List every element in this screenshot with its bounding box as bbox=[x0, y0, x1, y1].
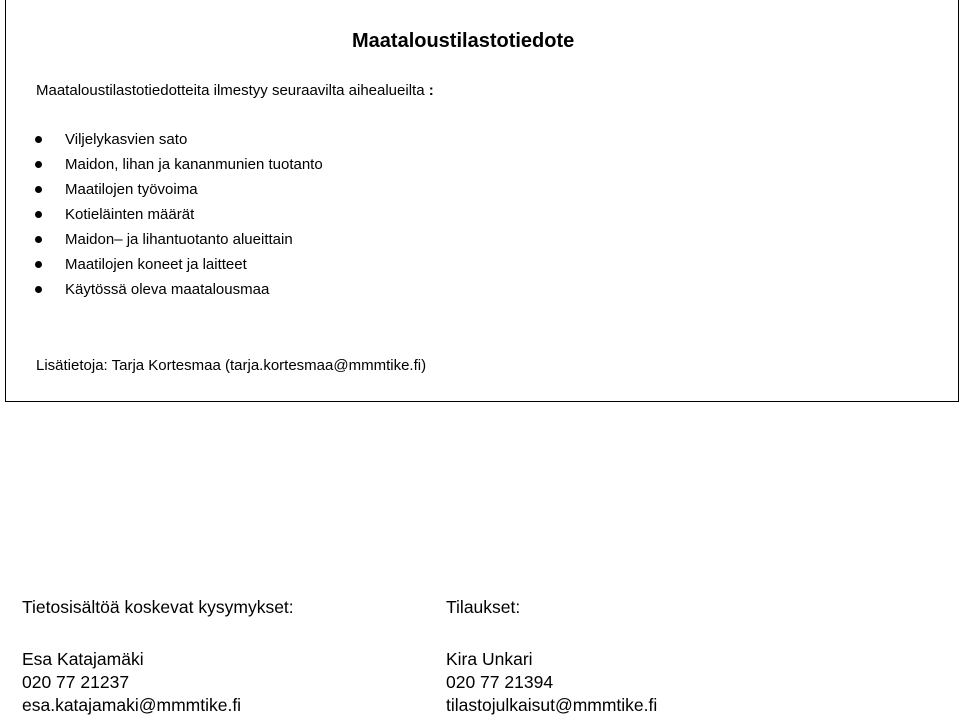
topic-label: Maatilojen työvoima bbox=[65, 181, 198, 198]
topic-label: Käytössä oleva maatalousmaa bbox=[65, 281, 270, 298]
contact-phone: 020 77 21394 bbox=[446, 672, 554, 692]
contact-heading: Tietosisältöä koskevat kysymykset: bbox=[22, 597, 294, 617]
contact-email: tilastojulkaisut@mmmtike.fi bbox=[446, 695, 658, 715]
page-title: Maataloustilastotiedote bbox=[352, 30, 575, 52]
contact-name: Esa Katajamäki bbox=[22, 649, 144, 669]
bullet-icon bbox=[35, 261, 42, 268]
bullet-icon bbox=[35, 236, 42, 243]
contact-email: esa.katajamaki@mmmtike.fi bbox=[22, 695, 242, 715]
bullet-icon bbox=[35, 161, 42, 168]
more-info-text: Lisätietoja: Tarja Kortesmaa (tarja.kortesmaa@mmmtike.fi) bbox=[36, 357, 427, 374]
bullet-icon bbox=[35, 186, 42, 193]
topic-label: Maidon, lihan ja kananmunien tuotanto bbox=[65, 156, 323, 173]
intro-text bbox=[36, 82, 434, 99]
topic-label: Kotieläinten määrät bbox=[65, 206, 195, 223]
intro-label: Maataloustilastotiedotteita ilmestyy seuraavilta aihealueilta bbox=[36, 82, 425, 99]
contact-heading: Tilaukset: bbox=[446, 597, 521, 617]
topic-label: Maidon– ja lihantuotanto alueittain bbox=[65, 231, 293, 248]
contact-phone: 020 77 21237 bbox=[22, 672, 130, 692]
bullet-icon bbox=[35, 211, 42, 218]
topic-label: Maatilojen koneet ja laitteet bbox=[65, 256, 247, 273]
intro-colon: : bbox=[428, 82, 434, 99]
bullet-icon bbox=[35, 136, 42, 143]
contact-name: Kira Unkari bbox=[446, 649, 533, 669]
bullet-icon bbox=[35, 286, 42, 293]
topic-label: Viljelykasvien sato bbox=[65, 131, 188, 148]
